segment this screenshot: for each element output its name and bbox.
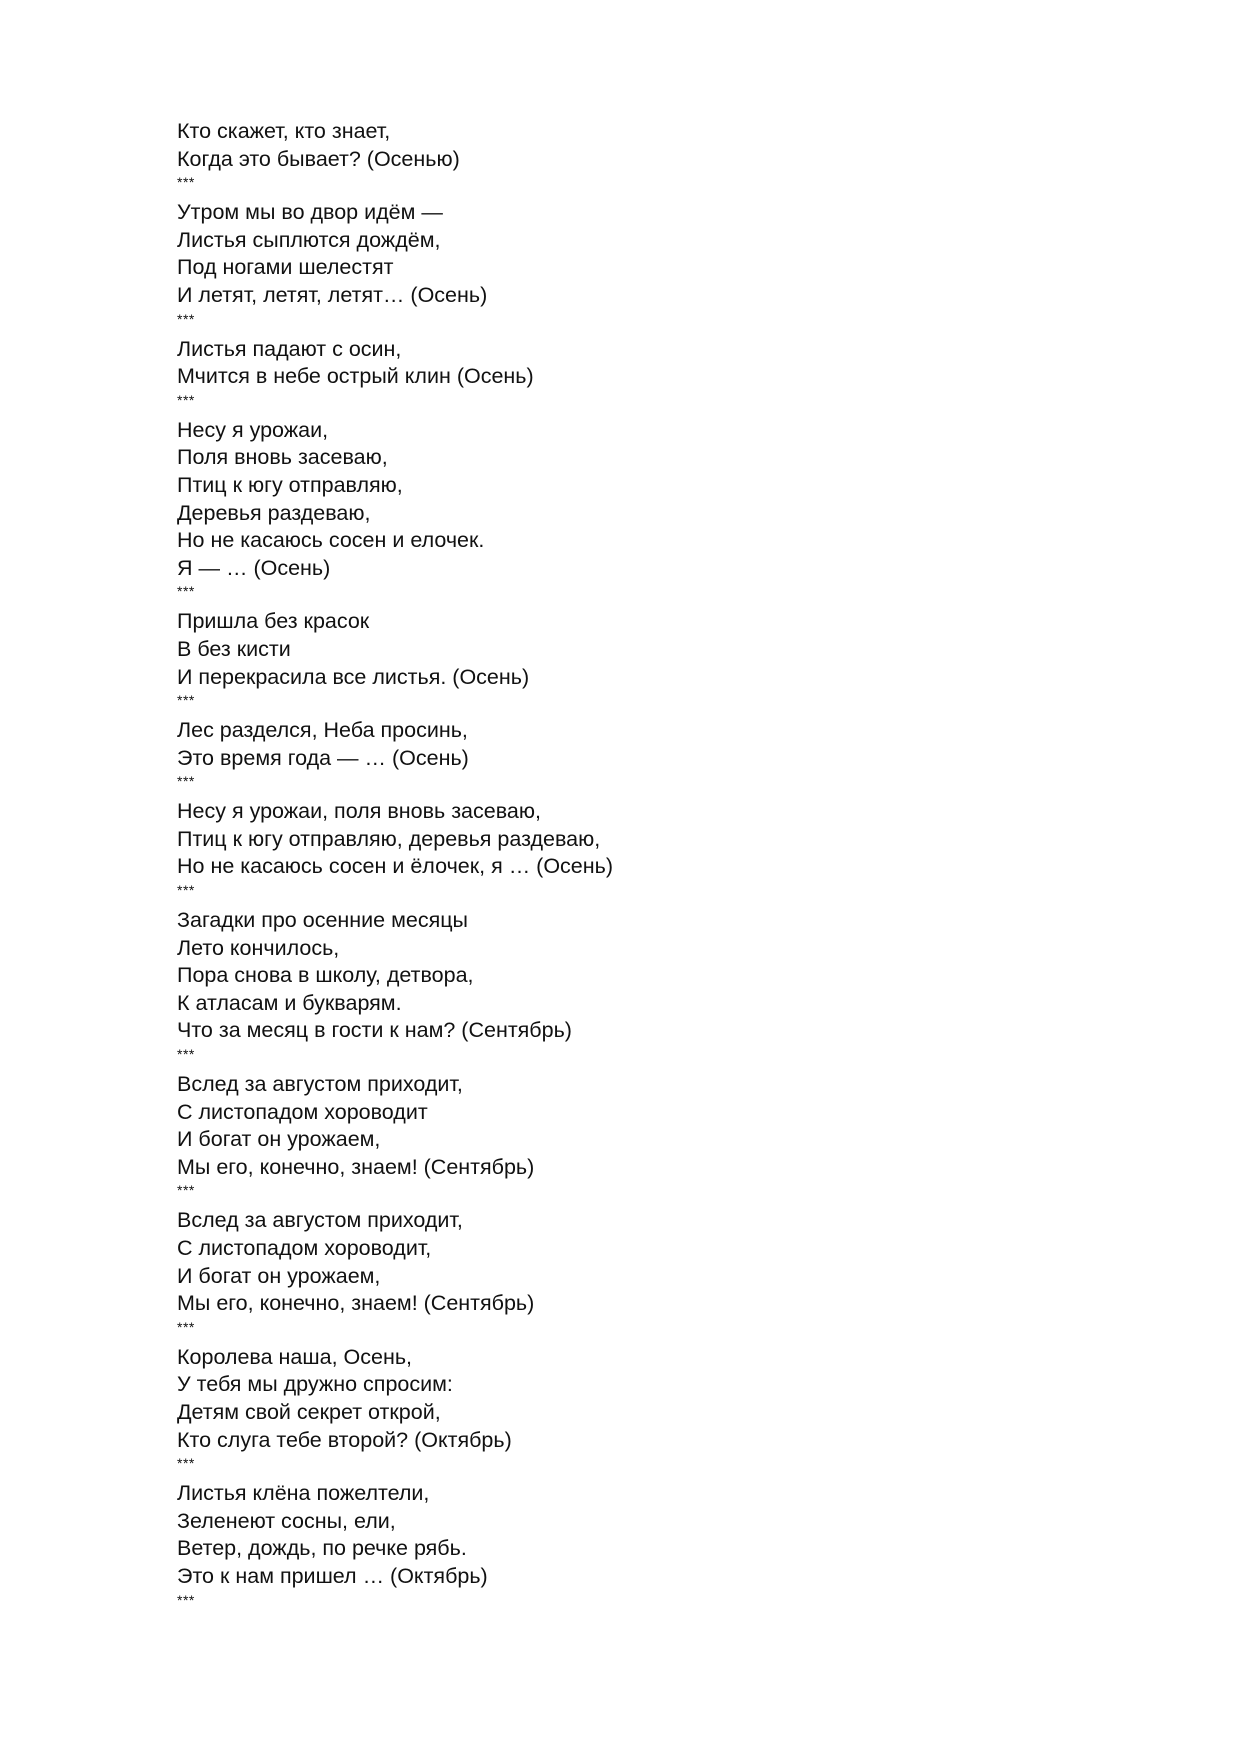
riddle-line: Поля вновь засеваю, bbox=[177, 445, 388, 470]
riddle-stanza bbox=[177, 717, 1177, 790]
stanza-separator: *** bbox=[177, 692, 195, 709]
riddle-line: Что за месяц в гости к нам? (Сентябрь) bbox=[177, 1018, 572, 1043]
riddle-line: И перекрасила все листья. (Осень) bbox=[177, 664, 530, 689]
riddle-line: Птиц к югу отправляю, деревья раздеваю, bbox=[177, 826, 601, 851]
riddle-line: Зеленеют сосны, ели, bbox=[177, 1508, 396, 1533]
stanza-separator: *** bbox=[177, 882, 195, 899]
riddle-line: Это время года — … (Осень) bbox=[177, 745, 469, 770]
riddle-line: Несу я урожаи, поля вновь засеваю, bbox=[177, 799, 541, 824]
riddle-stanza bbox=[177, 907, 1177, 1063]
riddle-line: Мчится в небе острый клин (Осень) bbox=[177, 364, 534, 389]
riddle-line: Листья сыплются дождём, bbox=[177, 227, 441, 252]
riddle-line: С листопадом хороводит, bbox=[177, 1236, 432, 1260]
riddle-line: Детям свой секрет открой, bbox=[177, 1399, 441, 1424]
stanza-separator: *** bbox=[177, 1455, 195, 1472]
riddle-line: Вслед за августом приходит, bbox=[177, 1208, 463, 1233]
riddle-line: Мы его, конечно, знаем! (Сентябрь) bbox=[177, 1291, 535, 1316]
riddle-line: Кто слуга тебе второй? (Октябрь) bbox=[177, 1427, 512, 1452]
riddle-stanza bbox=[177, 118, 1177, 191]
riddle-line: Кто скажет, кто знает, bbox=[177, 119, 391, 143]
riddle-line: И богат он урожаем, bbox=[177, 1127, 381, 1152]
riddle-line: Пора снова в школу, детвора, bbox=[177, 963, 474, 988]
riddle-stanza bbox=[177, 798, 1177, 899]
riddle-line: В без кисти bbox=[177, 636, 291, 661]
stanza-separator: *** bbox=[177, 1182, 195, 1199]
riddle-stanza bbox=[177, 1480, 1177, 1608]
stanza-separator: *** bbox=[177, 1318, 195, 1335]
riddle-line: Утром мы во двор идём — bbox=[177, 200, 443, 225]
riddle-line: Лето кончилось, bbox=[177, 935, 340, 960]
stanza-separator: *** bbox=[177, 583, 195, 600]
riddle-line: Загадки про осенние месяцы bbox=[177, 908, 468, 933]
riddle-line: И богат он урожаем, bbox=[177, 1263, 381, 1288]
riddle-stanza bbox=[177, 336, 1177, 408]
riddle-line: Но не касаюсь сосен и ёлочек, я … (Осень) bbox=[177, 854, 613, 879]
riddle-line: Деревья раздеваю, bbox=[177, 500, 371, 525]
riddle-stanza bbox=[177, 1071, 1177, 1199]
stanza-separator: *** bbox=[177, 1046, 195, 1063]
riddle-stanza bbox=[177, 199, 1177, 327]
document-page bbox=[177, 118, 1177, 1617]
riddle-line: Лес разделся, Неба просинь, bbox=[177, 718, 468, 743]
riddle-line: Ветер, дождь, по речке рябь. bbox=[177, 1536, 467, 1561]
stanza-separator: *** bbox=[177, 1591, 195, 1608]
riddle-stanza bbox=[177, 608, 1177, 709]
riddle-line: Листья падают с осин, bbox=[177, 336, 402, 361]
riddle-line: Королева наша, Осень, bbox=[177, 1344, 412, 1369]
riddle-stanza bbox=[177, 417, 1177, 600]
stanza-separator: *** bbox=[177, 391, 195, 408]
riddle-line: Пришла без красок bbox=[177, 609, 370, 634]
riddle-line: Мы его, конечно, знаем! (Сентябрь) bbox=[177, 1154, 535, 1179]
riddle-stanza bbox=[177, 1344, 1177, 1472]
riddle-line: Листья клёна пожелтели, bbox=[177, 1481, 430, 1506]
riddle-line: К атласам и букварям. bbox=[177, 990, 402, 1015]
riddle-line: Когда это бывает? (Осенью) bbox=[177, 146, 460, 171]
riddle-line: Вслед за августом приходит, bbox=[177, 1072, 463, 1097]
riddle-line: И летят, летят, летят… (Осень) bbox=[177, 282, 488, 307]
stanza-separator: *** bbox=[177, 773, 195, 790]
riddle-line: Под ногами шелестят bbox=[177, 255, 394, 280]
riddle-line: Я — … (Осень) bbox=[177, 555, 331, 580]
riddle-line: Птиц к югу отправляю, bbox=[177, 472, 403, 497]
stanza-separator: *** bbox=[177, 174, 195, 191]
riddle-line: У тебя мы дружно спросим: bbox=[177, 1372, 453, 1397]
riddle-line: С листопадом хороводит bbox=[177, 1099, 428, 1124]
riddle-stanza bbox=[177, 1207, 1177, 1335]
stanza-separator: *** bbox=[177, 310, 195, 327]
riddle-line: Несу я урожаи, bbox=[177, 417, 329, 442]
riddle-line: Это к нам пришел … (Октябрь) bbox=[177, 1563, 488, 1588]
riddle-line: Но не касаюсь сосен и елочек. bbox=[177, 528, 485, 553]
